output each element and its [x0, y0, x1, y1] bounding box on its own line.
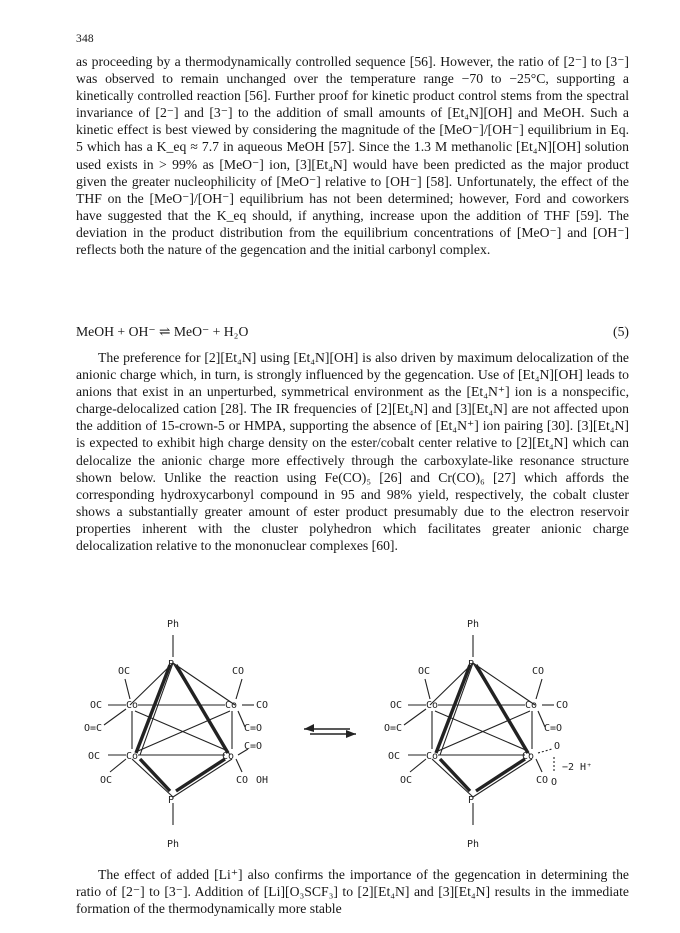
right-cluster-bonds [404, 635, 554, 825]
right-label-7: OC [388, 751, 401, 762]
left-label-2: CO [232, 666, 245, 677]
right-label-10: O [554, 741, 561, 752]
left-co-atom-2: Co [225, 700, 238, 711]
right-p-top: P [468, 659, 475, 670]
left-oh: OH [256, 775, 269, 786]
left-p-top: P [168, 659, 175, 670]
right-label-6: C=O [544, 723, 563, 734]
right-label-4: CO [556, 700, 569, 711]
resonance-arrow [304, 724, 356, 738]
left-p-bottom: P [168, 795, 175, 806]
right-co-atom-3: Co [426, 751, 439, 762]
right-ph-top: Ph [467, 619, 480, 630]
equation-number: (5) [613, 324, 629, 339]
left-label-4: CO [256, 700, 269, 711]
resonance-scheme [70, 607, 610, 857]
right-label-9: CO [536, 775, 549, 786]
left-ph-top: Ph [167, 619, 180, 630]
page-number: 348 [76, 33, 94, 45]
right-label-5: O=C [384, 723, 403, 734]
right-co-atom-4: Co [522, 751, 535, 762]
right-co-atom-2: Co [525, 700, 538, 711]
paragraph-lithium-effect: The effect of added [Li⁺] also confirms the importance of the gegencation in determining the ratio of [2⁻] to [3⁻]. Addition of [Li][O₃SCF₃] to [2][Et₄N] and [3][Et₄N] results in the immediate formation of the thermodynamically more stable [76, 867, 629, 917]
paragraph-gegencation: The preference for [2][Et₄N] using [Et₄N][OH] is also driven by maximum delocalization of the anionic charge which, in turn, is strongly influenced by the gegencation. Use of [Et₄N][OH] leads to anions that exist in an unperturbed, symmetrical environment as the [Et₄N⁺] ion is a nonspecific, charge-delocalized cation [28]. The IR frequencies of [2][Et₄N] and [3][Et₄N] are not affected upon the addition of 15-crown-5 or HMPA, supporting the absence of [Et₄N⁺] ion pairing [30]. [3][Et₄N] is expected to exhibit high charge density on the ester/cobalt center relative to [2][Et₄N] which can delocalize the anionic charge more effectively through the carboxylate-like resonance structure shown below. Unlike the reaction using Fe(CO)₅ [26] and Cr(CO)₆ [27] which affords the corresponding hydroxycarbonyl compound in 95 and 98% yield, respectively, the cobalt cluster shows a substantially greater amount of ester product presumably due to the electron reservoir properties inherent with the cluster polyhedron which facilitates greater anionic charge delocalization relative to the mononuclear complexes [60]. [76, 350, 629, 554]
right-label-2: CO [532, 666, 545, 677]
left-co-atom-3: Co [126, 751, 139, 762]
body-text-top [76, 53, 629, 258]
body-text-middle [76, 349, 629, 554]
left-cluster-bonds [104, 635, 254, 825]
left-label-9: CO [236, 775, 249, 786]
left-label-8: OC [100, 775, 113, 786]
right-cluster-labels [384, 619, 592, 850]
right-label-3: OC [390, 700, 403, 711]
left-label-5: O=C [84, 723, 103, 734]
left-label-1: OC [118, 666, 131, 677]
paragraph-kinetic-control: as proceeding by a thermodynamically controlled sequence [56]. However, the ratio of [2⁻] to [3⁻] was observed to remain unchanged over the temperature range −70 to −25°C, supporting a kinetically controlled reaction [56]. Further proof for kinetic product control stems from the spectral invariance of [2⁻] and [3⁻] to the addition of small amounts of [Et₄N][OH] and MeOH. Such a kinetic effect is best viewed by considering the magnitude of the [MeO⁻]/[OH⁻] equilibrium in Eq. 5 which has a K_eq ≈ 7.7 in aqueous MeOH [57]. Since the 1.3 M methanolic [Et₄N][OH] solution used exists in > 99% as [MeO⁻] ion, [3][Et₄N] would have been predicted as the major product given the greater nucleophilicity of [MeO⁻] relative to [OH⁻] [58]. Unfortunately, the effect of the THF on the [MeO⁻]/[OH⁻] equilibrium has not been determined; however, Ford and coworkers have suggested that the K_eq should, if anything, increase upon the addition of THF [59]. The deviation in the product distribution from the equilibrium concentrations of [MeO⁻] and [OH⁻] reflects both the nature of the gegencation and the initial carbonyl complex. [76, 54, 629, 258]
right-p-bottom: P [468, 795, 475, 806]
equation-text: MeOH + OH⁻ ⇌ MeO⁻ + H₂O [76, 324, 249, 339]
right-co-atom-1: Co [426, 700, 439, 711]
left-label-10: C=O [244, 741, 263, 752]
left-ph-bottom: Ph [167, 839, 180, 850]
left-label-7: OC [88, 751, 101, 762]
left-co-atom-1: Co [126, 700, 139, 711]
cluster-structures-figure [70, 607, 610, 857]
left-co-atom-4: Co [222, 751, 235, 762]
left-label-6: C=O [244, 723, 263, 734]
equation-5 [76, 324, 629, 340]
body-text-bottom [76, 866, 629, 917]
right-ph-bottom: Ph [467, 839, 480, 850]
right-label-11: O [551, 777, 558, 788]
right-label-1: OC [418, 666, 431, 677]
left-label-3: OC [90, 700, 103, 711]
right-proton-loss: −2 H⁺ [562, 762, 593, 773]
right-label-8: OC [400, 775, 413, 786]
right-cluster [384, 619, 592, 850]
